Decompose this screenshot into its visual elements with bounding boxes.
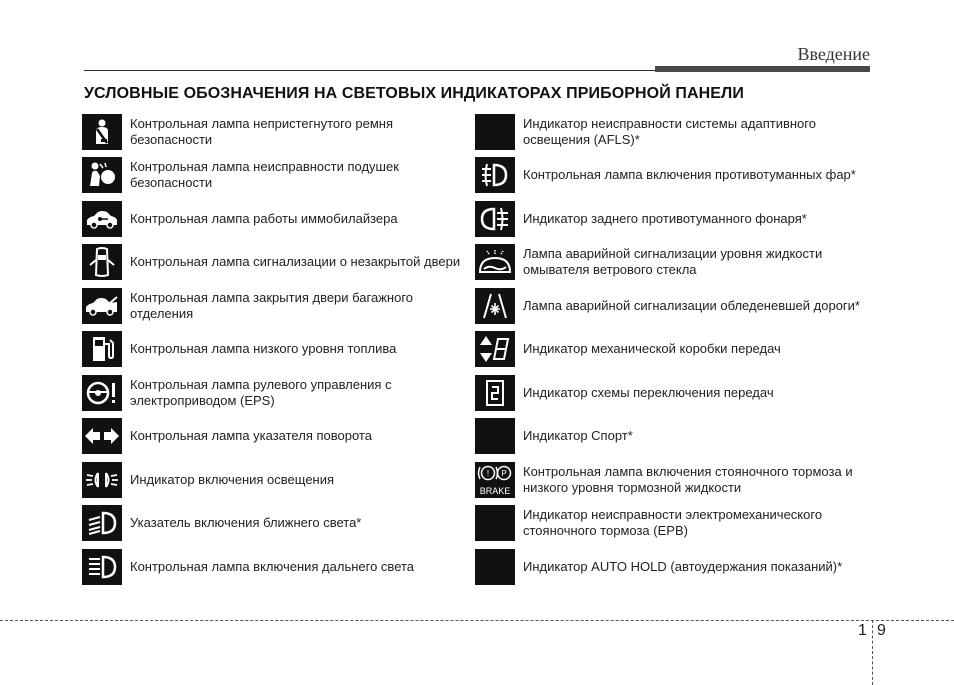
item-label: Индикатор схемы переключения передач	[523, 384, 774, 400]
afls-icon	[475, 114, 515, 150]
position-light-icon	[82, 462, 122, 498]
footer-divider	[0, 620, 954, 621]
item-label: Указатель включения ближнего света*	[130, 515, 362, 531]
item-label: Индикатор неисправности электромеханического стояночного тормоза (EPB)	[523, 507, 823, 539]
svg-text:!: !	[486, 468, 490, 478]
svg-text:P: P	[501, 468, 507, 478]
page-number: 9	[877, 622, 886, 639]
list-item	[82, 415, 472, 459]
list-item	[82, 371, 472, 415]
manual-shift-icon	[475, 331, 515, 367]
high-beam-icon	[82, 549, 122, 585]
item-label: Контрольная лампа указателя поворота	[130, 428, 372, 444]
item-label: Контрольная лампа низкого уровня топлива	[130, 341, 397, 357]
list-item	[82, 328, 472, 372]
list-item	[82, 197, 472, 241]
list-item	[82, 284, 472, 328]
list-item	[82, 545, 472, 589]
list-item	[82, 110, 472, 154]
header-rule-accent	[655, 66, 870, 72]
seatbelt-icon	[82, 114, 122, 150]
item-label: Контрольная лампа работы иммобилайзера	[130, 210, 398, 226]
indicator-list-left	[82, 110, 472, 589]
item-label: Индикатор Спорт*	[523, 428, 633, 444]
list-item	[475, 545, 865, 589]
low-beam-icon	[82, 505, 122, 541]
list-item	[475, 371, 865, 415]
sport-icon	[475, 418, 515, 454]
item-label: Индикатор AUTO HOLD (автоудержания показаний)*	[523, 558, 843, 574]
airbag-icon	[82, 157, 122, 193]
item-label: Контрольная лампа неисправности подушек безопасности	[130, 159, 399, 191]
item-label: Контрольная лампа включения противотуманных фар*	[523, 167, 856, 183]
item-label: Контрольная лампа включения дальнего света	[130, 558, 415, 574]
rear-fog-icon	[475, 201, 515, 237]
list-item	[82, 458, 472, 502]
item-label: Индикатор неисправности системы адаптивного освещения (AFLS)*	[523, 115, 816, 147]
door-open-icon	[82, 244, 122, 280]
brake-icon-text: BRAKE	[479, 485, 511, 496]
page-number-divider	[872, 620, 873, 685]
list-item	[82, 502, 472, 546]
item-label: Контрольная лампа включения стояночного тормоза и низкого уровня тормозной жидкости	[523, 463, 853, 495]
item-label: Индикатор включения освещения	[130, 471, 335, 487]
auto-hold-icon	[475, 549, 515, 585]
item-label: Лампа аварийной сигнализации уровня жидкости омывателя ветрового стекла	[523, 246, 823, 278]
item-label: Контрольная лампа закрытия двери багажного отделения	[130, 289, 414, 321]
item-label: Индикатор заднего противотуманного фонаря*	[523, 210, 807, 226]
list-item	[475, 284, 865, 328]
epb-icon	[475, 505, 515, 541]
eps-icon	[82, 375, 122, 411]
washer-fluid-icon	[475, 244, 515, 280]
trunk-open-icon	[82, 288, 122, 324]
list-item	[475, 458, 865, 502]
list-item	[475, 241, 865, 285]
item-label: Лампа аварийной сигнализации обледеневшей дороги*	[523, 297, 860, 313]
item-label: Контрольная лампа непристегнутого ремня безопасности	[130, 115, 394, 147]
item-label: Контрольная лампа рулевого управления с электроприводом (EPS)	[130, 376, 392, 408]
list-item	[82, 241, 472, 285]
brake-icon	[475, 462, 515, 498]
section-title: Введение	[797, 44, 870, 64]
shift-pattern-icon	[475, 375, 515, 411]
item-label: Индикатор механической коробки передач	[523, 341, 781, 357]
turn-signal-icon	[82, 418, 122, 454]
list-item	[475, 415, 865, 459]
indicator-list-right	[475, 110, 865, 589]
immobilizer-icon	[82, 201, 122, 237]
list-item	[475, 154, 865, 198]
list-item	[82, 154, 472, 198]
page-number-chapter: 1	[858, 622, 867, 639]
icy-road-icon	[475, 288, 515, 324]
item-label: Контрольная лампа сигнализации о незакрытой двери	[130, 254, 461, 270]
list-item	[475, 110, 865, 154]
fuel-icon	[82, 331, 122, 367]
list-item	[475, 328, 865, 372]
page-heading: УСЛОВНЫЕ ОБОЗНАЧЕНИЯ НА СВЕТОВЫХ ИНДИКАТОРАХ ПРИБОРНОЙ ПАНЕЛИ	[84, 85, 744, 102]
front-fog-icon	[475, 157, 515, 193]
list-item	[475, 197, 865, 241]
list-item	[475, 502, 865, 546]
